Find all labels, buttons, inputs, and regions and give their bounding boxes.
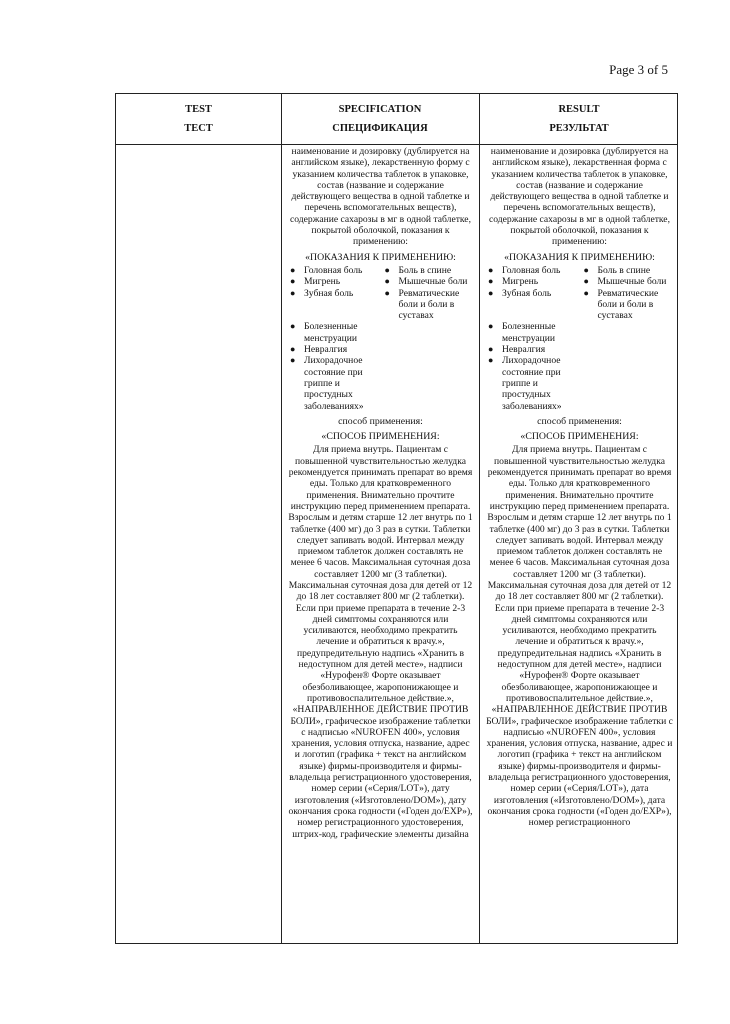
specification-cell [282, 144, 479, 944]
bullet-icon: ● [488, 355, 494, 366]
list-item: ● Мигрень [488, 276, 539, 288]
list-item: ● Ревматические боли и боли в суставах [583, 287, 659, 322]
bullet-icon: ● [583, 276, 589, 287]
spec-method-heading: «СПОСОБ ПРИМЕНЕНИЯ: [321, 431, 440, 443]
header-test-en: TEST [185, 104, 212, 115]
bullet-icon: ● [384, 287, 390, 298]
specification-table [115, 93, 678, 944]
result-cell [480, 144, 678, 944]
list-item: ● Невралгия [488, 344, 546, 356]
spec-intro: наименование и дозировку (дублируется на английском языке), лекарственную форму с указанием количества таблеток в упаковке, состав (название и содержание действующего вещества в одной таблетке и перечень вспомогательных веществ), содержание сахарозы в мг в одной таблетке, покрытой оболочкой, показания к применению: [290, 146, 471, 248]
result-method-label: способ применения: [537, 415, 622, 427]
bullet-icon: ● [488, 287, 494, 298]
spec-indications-list [288, 265, 473, 412]
list-item: ● Зубная боль [290, 287, 354, 299]
result-body: Для приема внутрь. Пациентам с повышенной чувствительностью желудка рекомендуется принимать препарат во время еды. Только для кратковременного применения. Внимательно прочтите инструкцию перед применением препарата. Взрослым и детям старше 12 лет внутрь по 1 таблетке (400 мг) до 3 раз в сутки. Таблетки следует запивать водой. Интервал между приемом таблеток должен составлять не менее 6 часов. Максимальная суточная доза составляет 1200 мг (3 таблетки). Максимальная суточная доза для детей от 12 до 18 лет составляет 800 мг (2 таблетки). Если при приеме препарата в течение 2-3 дней симптомы сохраняются или усиливаются, необходимо прекратить лечение и обратиться к врачу.», предупредительная надпись «Хранить в недоступном для детей месте», надписи «Нурофен® Форте оказывает обезболивающее, жаропонижающее и противовоспалительное действие.», «НАПРАВЛЕННОЕ ДЕЙСТВИЕ ПРОТИВ БОЛИ», графическое изображение таблетки с надписью «NUROFEN 400», условия хранения, условия отпуска, название, адрес и логотип (графика + текст на английском языке) фирмы-производителя и фирмы-владельца регистрационного удостоверения, номер серии («Серия/LOT»), дата изготовления («Изготовлено/DOM»), дата окончания срока годности («Годен до/EXP»), номер регистрационного [486, 444, 673, 829]
list-item: ● Болезненные менструации [290, 321, 358, 344]
list-item-empty [582, 321, 674, 344]
list-item: ● Лихорадочное состояние при гриппе и простудных заболеваниях» [488, 355, 562, 412]
bullet-icon: ● [290, 355, 296, 366]
header-test [116, 100, 281, 138]
bullet-icon: ● [583, 264, 589, 275]
list-item-empty [383, 321, 474, 344]
bullet-icon: ● [488, 321, 494, 332]
page-number: Page 3 of 5 [609, 62, 668, 77]
list-item: ● Мышечные боли [583, 276, 667, 288]
list-item: ● Боль в спине [384, 264, 452, 276]
bullet-icon: ● [488, 276, 494, 287]
list-item: ● Зубная боль [488, 287, 552, 299]
header-spec-en: SPECIFICATION [338, 104, 422, 115]
list-item: ● Невралгия [290, 344, 348, 356]
bullet-icon: ● [583, 287, 589, 298]
header-test-ru: ТЕСТ [184, 123, 213, 134]
header-spec-ru: СПЕЦИФИКАЦИЯ [332, 123, 428, 134]
bullet-icon: ● [290, 264, 296, 275]
bullet-icon: ● [290, 276, 296, 287]
result-intro: наименование и дозировка (дублируется на английском языке), лекарственная форма с указанием количества таблеток в упаковке, состав (название и содержание действующего вещества в одной таблетке и перечень вспомогательных веществ), содержание сахарозы в мг в одной таблетке, покрытой оболочкой, показания к применению: [489, 146, 670, 248]
list-item: ● Мышечные боли [384, 276, 468, 288]
bullet-icon: ● [290, 344, 296, 355]
list-item-empty [582, 355, 674, 411]
result-indications-list [486, 265, 673, 412]
header-result [479, 100, 679, 138]
bullet-icon: ● [384, 276, 390, 287]
bullet-icon: ● [290, 321, 296, 332]
spec-body: Для приема внутрь. Пациентам с повышенной чувствительностью желудка рекомендуется принимать препарат во время еды. Только для кратковременного применения. Внимательно прочтите инструкцию перед применением препарата. Взрослым и детям старше 12 лет внутрь по 1 таблетке (400 мг) до 3 раз в сутки. Таблетки следует запивать водой. Интервал между приемом таблеток должен составлять не менее 6 часов. Максимальная суточная доза составляет 1200 мг (3 таблетки). Максимальная суточная доза для детей от 12 до 18 лет составляет 800 мг (2 таблетки). Если при приеме препарата в течение 2-3 дней симптомы сохраняются или усиливаются, необходимо прекратить лечение и обратиться к врачу.», предупредительную надпись «Хранить в недоступном для детей месте», надписи «Нурофен® Форте оказывает обезболивающее, жаропонижающее и противовоспалительное действие.», «НАПРАВЛЕННОЕ ДЕЙСТВИЕ ПРОТИВ БОЛИ», графическое изображение таблетки с надписью «NUROFEN 400», условия хранения, условия отпуска, название, адрес и логотип (графика + текст на английском языке) фирмы-производителя и фирмы-владельца регистрационного удостоверения, номер серии («Серия/LOT»), дату изготовления («Изготовлено/DOM»), дату окончания срока годности («Годен до/EXP»), номер регистрационного удостоверения, штрих-код, графические элементы дизайна [288, 444, 473, 840]
header-result-ru: РЕЗУЛЬТАТ [549, 123, 609, 134]
spec-method-label: способ применения: [338, 415, 423, 427]
bullet-icon: ● [488, 264, 494, 275]
list-item: ● Ревматические боли и боли в суставах [384, 287, 460, 322]
list-item-empty [582, 344, 674, 355]
list-item: ● Болезненные менструации [488, 321, 556, 344]
list-item: ● Мигрень [290, 276, 341, 288]
list-item: ● Лихорадочное состояние при гриппе и простудных заболеваниях» [290, 355, 364, 412]
list-item: ● Головная боль [290, 264, 363, 276]
list-item: ● Головная боль [488, 264, 561, 276]
spec-indications-heading: «ПОКАЗАНИЯ К ПРИМЕНЕНИЮ: [305, 251, 456, 263]
result-method-heading: «СПОСОБ ПРИМЕНЕНИЯ: [520, 431, 639, 443]
list-item-empty [383, 355, 474, 411]
bullet-icon: ● [290, 287, 296, 298]
bullet-icon: ● [488, 344, 494, 355]
result-indications-heading: «ПОКАЗАНИЯ К ПРИМЕНЕНИЮ: [504, 251, 655, 263]
list-item: ● Боль в спине [583, 264, 651, 276]
header-result-en: RESULT [558, 104, 600, 115]
bullet-icon: ● [384, 264, 390, 275]
list-item-empty [383, 344, 474, 355]
header-specification [281, 100, 479, 138]
